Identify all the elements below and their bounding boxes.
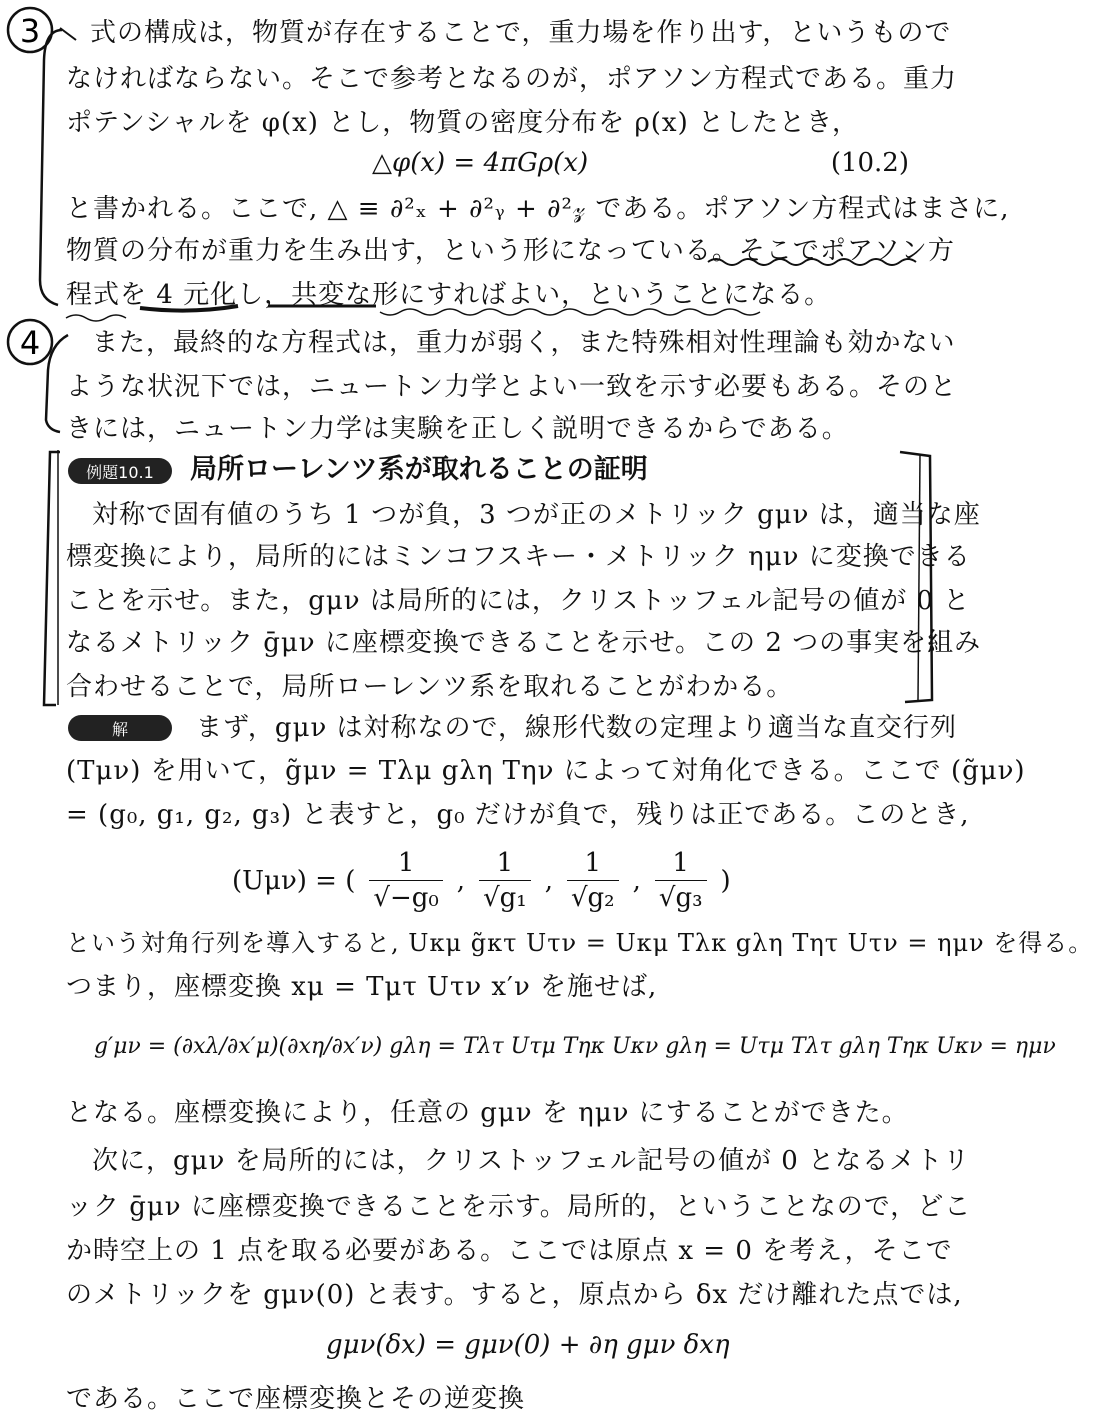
solution-line-9: か時空上の 1 点を取る必要がある。ここでは原点 x = 0 を考え，そこで — [66, 1236, 953, 1266]
equation-number-10-2: (10.2) — [830, 148, 909, 178]
solution-last-line: である。ここで座標変換とその逆変換 — [66, 1384, 526, 1414]
fraction-1-den: √−g₀ — [373, 883, 439, 913]
wavy-underline-3 — [66, 315, 126, 321]
example-line-1: 対称で固有値のうち 1 つが負，3 つが正のメトリック gμν は，適当な座 — [92, 500, 981, 530]
equation-expansion: gμν(δx) = gμν(0) + ∂η gμν δxη — [326, 1330, 730, 1360]
solution-line-5: つまり，座標変換 xμ = Tμτ Uτν x′ν を施せば, — [66, 972, 658, 1002]
mark-4-glyph: 4 — [19, 324, 41, 362]
fraction-2-num: 1 — [479, 846, 531, 881]
para2-line-1: と書かれる。ここで, △ ≡ ∂²ₓ + ∂²ᵧ + ∂²𝓏 である。ポアソン方程式はまさに, — [66, 194, 1010, 224]
para2-line-3: 程式を 4 元化し，共変な形にすればよい，ということになる。 — [66, 280, 832, 310]
solution-line-2: (Tμν) を用いて，g̃μν = Tλμ gλη Tην によって対角化できる。ここで (g̃μν) — [66, 756, 1026, 786]
fraction-1 — [369, 846, 442, 915]
solution-line-7: 次に，gμν を局所的には，クリストッフェル記号の値が 0 となるメトリ — [92, 1146, 971, 1176]
solution-badge: 解 — [68, 715, 172, 741]
example-line-2: 標変換により，局所的にはミンコフスキー・メトリック ημν に変換できる — [66, 542, 971, 572]
para1-line-3: ポテンシャルを φ(x) とし，物質の密度分布を ρ(x) としたとき， — [66, 108, 859, 138]
solution-line-6: となる。座標変換により，任意の gμν を ημν にすることができた。 — [66, 1098, 909, 1128]
equation-U-rhs: ) — [720, 865, 731, 896]
bracket-left-1 — [40, 30, 62, 305]
bracket-left-2 — [46, 335, 68, 432]
para1-line-2: なければならない。そこで参考となるのが，ポアソン方程式である。重力 — [66, 64, 958, 94]
fraction-4 — [655, 846, 707, 915]
fraction-3 — [567, 846, 619, 915]
fraction-3-num: 1 — [567, 846, 619, 881]
fraction-1-num: 1 — [369, 846, 442, 881]
mark-3-glyph: 3 — [19, 12, 41, 50]
para3-line-2: ような状況下では，ニュートン力学とよい一致を示す必要もある。そのと — [66, 372, 958, 402]
para3-line-1: また，最終的な方程式は，重力が弱く，また特殊相対性理論も効かない — [92, 328, 956, 358]
tick-mark — [60, 28, 76, 40]
equation-U-lhs: (Uμν) = ( — [232, 865, 356, 896]
solution-line-10: のメトリックを gμν(0) と表す。すると，原点から δx だけ離れた点では, — [66, 1280, 963, 1310]
para3-line-3: きには，ニュートン力学は実験を正しく説明できるからである。 — [66, 414, 849, 444]
fraction-2-den: √g₁ — [483, 883, 527, 913]
example-line-4: なるメトリック ḡμν に座標変換できることを示せ。この 2 つの事実を組み — [66, 628, 982, 658]
equation-U: (Uμν) = ( $\frac{1}{\text{√−g₀}}$ , $\frac{1}{\text{√g₁}}$ , $\frac{1}{\text{√g₂}}$ , $\frac{1}{\text{√g₃}}$ ) — [232, 848, 731, 913]
solution-line-3: = (g₀, g₁, g₂, g₃) と表すと，g₀ だけが負で，残りは正である。このとき, — [66, 800, 970, 830]
solution-line-8: ック ḡμν に座標変換できることを示す。局所的，ということなので，どこ — [66, 1192, 972, 1222]
fraction-3-den: √g₂ — [570, 883, 615, 913]
example-line-5: 合わせることで，局所ローレンツ系を取れることがわかる。 — [66, 672, 794, 702]
example-bracket-right-inner — [918, 455, 920, 700]
para2-line-2: 物質の分布が重力を生み出す，という形になっている。そこでポアソン方 — [66, 236, 955, 266]
solution-line-1: まず，gμν は対称なので，線形代数の定理より適当な直交行列 — [196, 713, 958, 743]
equation-10-2: △φ(x) = 4πGρ(x) — [372, 148, 589, 178]
example-badge: 例題10.1 — [68, 458, 172, 484]
example-bracket-right — [900, 452, 932, 702]
solution-line-4: という対角行列を導入すると, Uκμ g̃κτ Uτν = Uκμ Tλκ gλη Tητ Uτν = ημν を得る。 — [66, 929, 1093, 957]
example-title: 局所ローレンツ系が取れることの証明 — [190, 454, 648, 485]
fraction-4-den: √g₃ — [658, 883, 703, 913]
example-line-3: ことを示せ。また，gμν は局所的には，クリストッフェル記号の値が 0 と — [66, 586, 971, 616]
equation-g-prime: g′μν = (∂xλ/∂x′μ)(∂xη/∂x′ν) gλη = Tλτ Uτμ Tηκ Uκν gλη = Uτμ Tλτ gλη Tηκ Uκν = ημν — [94, 1034, 1056, 1059]
para1-line-1: 式の構成は，物質が存在することで，重力場を作り出す，というもので — [90, 18, 952, 48]
fraction-4-num: 1 — [655, 846, 707, 881]
fraction-2 — [479, 846, 531, 915]
